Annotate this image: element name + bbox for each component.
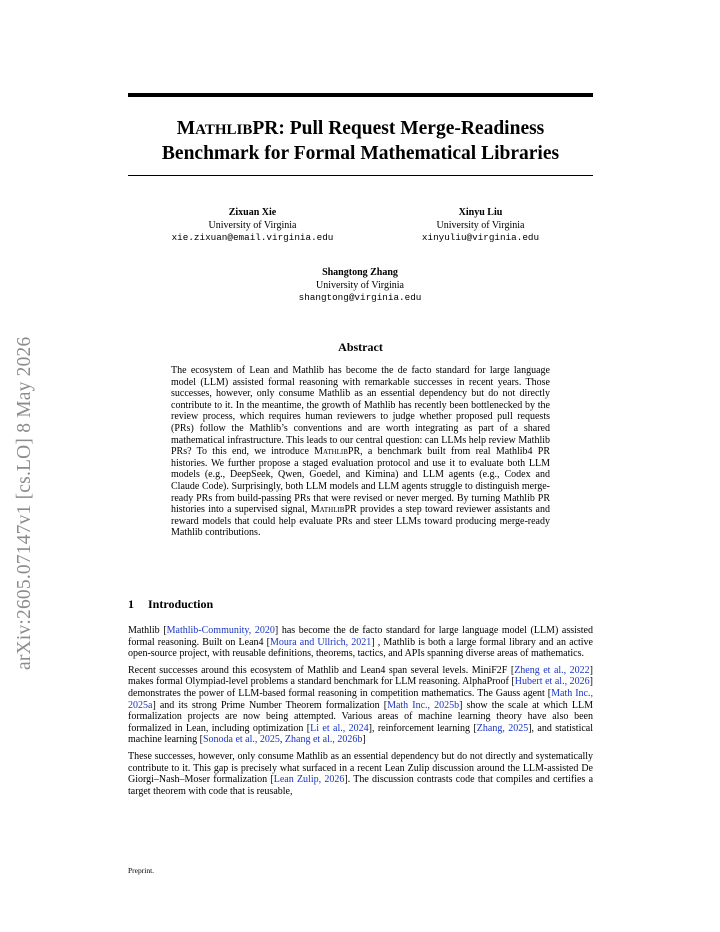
title-name-initial: M (176, 118, 196, 139)
text: ] makes formal Olympiad-level problems a standard benchmark for LLM reasoning. AlphaProof [ (128, 664, 593, 688)
text: ] has become the de facto standard for large language model (LLM) assisted formal reasoning. Built on Lean4 [ (128, 625, 593, 648)
text: ] demonstrates the power of LLM-based formal reasoning in competition mathematics. The Gauss agent [ (128, 676, 593, 699)
abstract-part: The ecosystem of Lean and Mathlib has become the de facto standard for large language model (LLM) assisted formal reasoning with remarkable successes in recent years. Those successes, however, only consume Mathlib as an essential dependency but do not directly contribute to it. In the meantime, the growth of Mathlib has recently been bottlenecked by the review process, which requires human reviewers to judge whether proposed pull requests (PRs) follow the Mathlib’s conventions and are worth integrating as part of a shared mathematical infrastructure. This leads to our central question: can LLMs help review Mathlib PRs? To this end, we introduce (171, 365, 550, 458)
text: , (279, 734, 285, 746)
author-email[interactable]: xinyuliu@virginia.edu (421, 232, 540, 243)
text: ] , Mathlib is both a large formal library and an active open-source project, with reusable definitions, theorems, tactics, and APIs spanning diverse areas of mathematics. (128, 636, 593, 660)
text: ] show the scale at which LLM formalization projects are now being attempted. Various areas of machine learning theory have also been formalized in Lean, including optimization [ (128, 699, 593, 734)
citation-link[interactable]: Math Inc., 2025b (387, 699, 460, 711)
introduction-body (128, 625, 593, 802)
abstract-heading: Abstract (338, 340, 383, 354)
author-block-2 (383, 207, 578, 245)
citation-link[interactable]: Mathlib-Community, 2020 (166, 625, 275, 636)
paragraph-3 (128, 751, 593, 797)
section-title: Introduction (148, 597, 214, 611)
citation-link[interactable]: Zheng et al., 2022 (514, 664, 590, 676)
author-block-3 (262, 267, 458, 305)
title-name-suffix: PR (252, 118, 279, 139)
author-name: Zixuan Xie (228, 207, 277, 218)
paragraph-1 (128, 625, 593, 660)
text: ], reinforcement learning [ (368, 722, 477, 734)
abstract-part: provides a step toward reviewer assistants and reward models that could help evaluate PRs and steer LLMs toward producing merge-ready Mathlib contributions. (171, 504, 550, 539)
preprint-footer: Preprint. (128, 866, 155, 875)
citation-link[interactable]: Zhang et al., 2026b (284, 734, 363, 746)
author-affiliation: University of Virginia (316, 279, 404, 291)
title-line2: Benchmark for Formal Mathematical Libraries (161, 143, 560, 164)
paper-title (128, 117, 593, 165)
text: Recent successes around this ecosystem of Mathlib and Lean4 span several levels. MiniF2F [ (128, 664, 515, 676)
citation-link[interactable]: Li et al., 2024 (310, 722, 369, 734)
citation-link[interactable]: Zhang, 2025 (476, 722, 529, 734)
author-affiliation: University of Virginia (208, 219, 297, 231)
abstract-text (171, 365, 550, 539)
section-number: 1 (128, 597, 134, 611)
citation-link[interactable]: Math Inc., 2025a (128, 687, 593, 711)
section-heading-introduction (128, 597, 213, 612)
author-affiliation: University of Virginia (436, 219, 525, 231)
author-name: Shangtong Zhang (322, 267, 398, 278)
text: Mathlib [ (128, 625, 167, 636)
author-name: Xinyu Liu (458, 207, 503, 218)
title-name-smallcaps: ATHLIB (195, 122, 253, 138)
benchmark-name: MathlibPR (314, 446, 361, 458)
abstract-part: , a benchmark built from real Mathlib4 PR histories. We further propose a staged evaluation protocol and use it to evaluate both LLM models (e.g., DeepSeek, Qwen, Goedel, and Kimina) and LLM agents (e.g., Codex and Claude Code). Surprisingly, both LLM models and LLM agents struggle to distinguish merge-ready PRs from build-passing PRs that were revised or never merged. By turning Mathlib PR histories into a supervised signal, (171, 446, 550, 516)
text: ]. The discussion contrasts code that compiles and certifies a target theorem with code that is reusable, (128, 774, 594, 797)
benchmark-name: MathlibPR (310, 504, 357, 516)
text: ] (362, 734, 366, 746)
citation-link[interactable]: Sonoda et al., 2025 (202, 734, 280, 746)
arxiv-identifier: arXiv:2605.07147v1 [cs.LO] 8 May 2026 (14, 336, 35, 670)
author-email[interactable]: xie.zixuan@email.virginia.edu (171, 232, 334, 243)
citation-link[interactable]: Hubert et al., 2026 (514, 676, 590, 688)
author-email[interactable]: shangtong@virginia.edu (298, 292, 422, 303)
paragraph-2 (128, 665, 593, 746)
title-top-rule (128, 93, 593, 97)
citation-link[interactable]: Lean Zulip, 2026 (273, 774, 345, 786)
text: These successes, however, only consume Mathlib as an essential dependency but do not directly and systematically contribute to it. This gap is precisely what surfaced in a recent Lean Zulip discussion around the LLM-assisted De Giorgi–Nash–Moser formalization [ (128, 750, 593, 786)
text: ], and statistical machine learning [ (128, 722, 594, 746)
text: ] and its strong Prime Number Theorem formalization [ (152, 699, 388, 711)
author-block-1 (155, 207, 350, 245)
title-line1: : Pull Request Merge-Readiness (278, 118, 545, 139)
title-bottom-rule (128, 175, 593, 176)
citation-link[interactable]: Moura and Ullrich, 2021 (270, 636, 372, 648)
